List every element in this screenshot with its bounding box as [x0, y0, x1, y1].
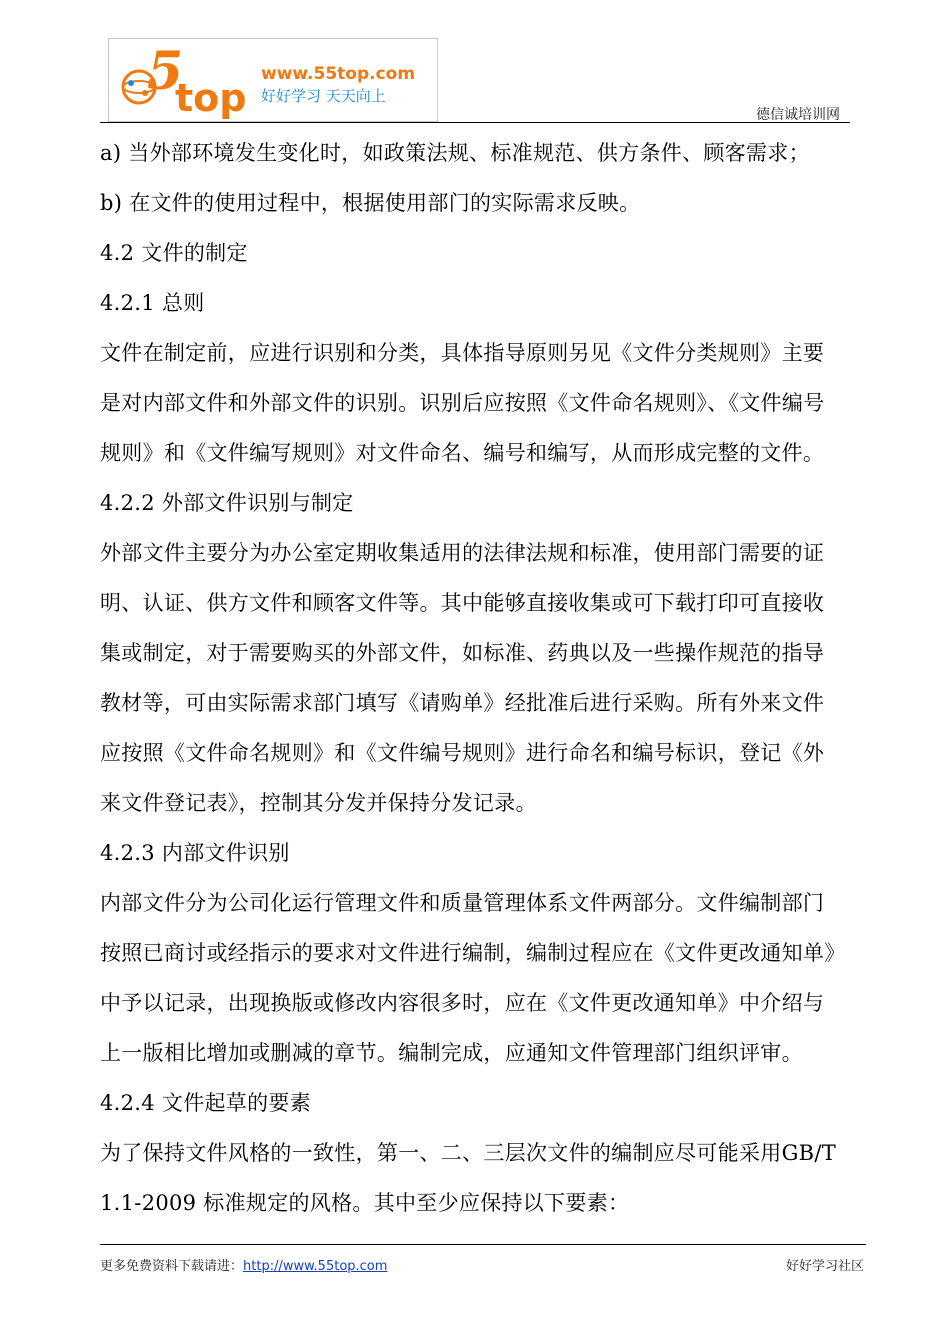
section-heading: 4.2.4 文件起草的要素 — [100, 1091, 312, 1115]
site-logo[interactable] — [108, 38, 438, 122]
site-name: 德信诚培训网 — [756, 107, 840, 123]
logo-url: www.55top.com — [261, 64, 416, 84]
logo-number: 5 — [147, 41, 184, 102]
body-line: 明、认证、供方文件和顾客文件等。其中能够直接收集或可下载打印可直接收 — [100, 591, 825, 615]
footer-download-note — [100, 1255, 387, 1274]
footer-link[interactable]: http://www.55top.com — [243, 1259, 388, 1274]
header-divider — [100, 122, 850, 123]
body-line: b) 在文件的使用过程中，根据使用部门的实际需求反映。 — [100, 191, 641, 215]
body-line: 教材等，可由实际需求部门填写《请购单》经批准后进行采购。所有外来文件 — [100, 691, 825, 715]
section-heading: 4.2.1 总则 — [100, 291, 205, 315]
body-line: 上一版相比增加或删减的章节。编制完成，应通知文件管理部门组织评审。 — [100, 1041, 803, 1065]
logo-graphic — [109, 39, 437, 121]
body-line: 内部文件分为公司化运行管理文件和质量管理体系文件两部分。文件编制部门 — [100, 891, 825, 915]
body-line: 规则》和《文件编写规则》对文件命名、编号和编写，从而形成完整的文件。 — [100, 441, 825, 465]
body-line: 外部文件主要分为办公室定期收集适用的法律法规和标准，使用部门需要的证 — [100, 541, 825, 565]
footer-divider — [100, 1244, 866, 1245]
body-line: a) 当外部环境发生变化时，如政策法规、标准规范、供方条件、顾客需求； — [100, 141, 810, 165]
body-line: 集或制定，对于需要购买的外部文件，如标准、药典以及一些操作规范的指导 — [100, 641, 825, 665]
body-line: 1.1-2009 标准规定的风格。其中至少应保持以下要素： — [100, 1191, 630, 1215]
section-heading: 4.2.2 外部文件识别与制定 — [100, 491, 354, 515]
body-line: 中予以记录，出现换版或修改内容很多时，应在《文件更改通知单》中介绍与 — [100, 991, 825, 1015]
footer-prefix: 更多免费资料下载请进： — [100, 1259, 244, 1274]
body-line: 应按照《文件命名规则》和《文件编号规则》进行命名和编号标识，登记《外 — [100, 741, 825, 765]
body-line: 来文件登记表》，控制其分发并保持分发记录。 — [100, 791, 537, 815]
body-line: 是对内部文件和外部文件的识别。识别后应按照《文件命名规则》、《文件编号 — [100, 391, 825, 415]
logo-slogan: 好好学习 天天向上 — [261, 87, 386, 105]
body-line: 文件在制定前，应进行识别和分类，具体指导原则另见《文件分类规则》主要 — [100, 341, 825, 365]
section-heading: 4.2 文件的制定 — [100, 241, 248, 265]
logo-word: top — [175, 76, 247, 120]
body-line: 为了保持文件风格的一致性，第一、二、三层次文件的编制应尽可能采用GB/T — [100, 1141, 837, 1165]
section-heading: 4.2.3 内部文件识别 — [100, 841, 290, 865]
body-line: 按照已商讨或经指示的要求对文件进行编制，编制过程应在《文件更改通知单》 — [100, 941, 846, 965]
document-body — [100, 128, 870, 1228]
footer-community: 好好学习社区 — [785, 1259, 864, 1274]
